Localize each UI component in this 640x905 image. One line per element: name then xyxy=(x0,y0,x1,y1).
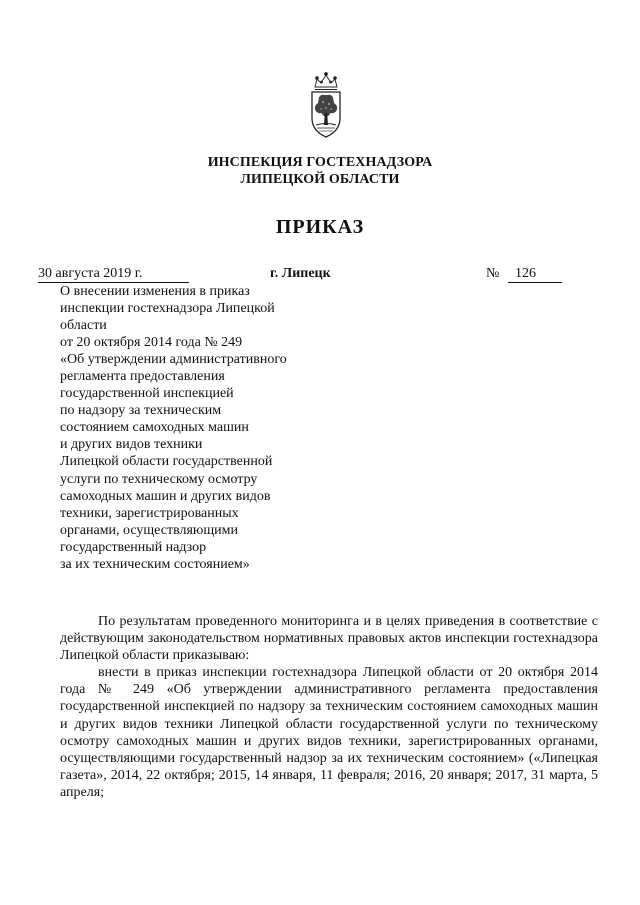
subject-line: и других видов техники xyxy=(60,437,203,453)
subject-line: услуги по техническому осмотру xyxy=(60,471,258,487)
subject-line: самоходных машин и других видов xyxy=(60,488,271,504)
subject-line: состоянием самоходных машин xyxy=(60,420,249,436)
order-number: 126 xyxy=(515,266,536,281)
subject-line: Липецкой области государственной xyxy=(60,454,273,470)
order-city: г. Липецк xyxy=(270,266,331,281)
order-date: 30 августа 2019 г. xyxy=(38,266,143,281)
organization-name-line1: ИНСПЕКЦИЯ ГОСТЕХНАДЗОРА xyxy=(207,155,433,170)
subject-line: регламента предоставления xyxy=(60,369,225,385)
organization-name-line2: ЛИПЕЦКОЙ ОБЛАСТИ xyxy=(240,172,400,187)
number-sign: № xyxy=(486,266,500,281)
number-underline xyxy=(508,282,562,283)
subject-line: инспекции гостехнадзора Липецкой xyxy=(60,301,275,317)
order-body xyxy=(60,613,598,801)
subject-line: техники, зарегистрированных xyxy=(60,505,239,521)
subject-line: О внесении изменения в приказ xyxy=(60,284,250,299)
lipetsk-coat-of-arms-icon xyxy=(303,70,349,140)
subject-line: от 20 октября 2014 года № 249 xyxy=(60,335,243,351)
subject-line: по надзору за техническим xyxy=(60,403,222,419)
document-type-title: ПРИКАЗ xyxy=(275,216,365,238)
subject-line: органами, осуществляющими xyxy=(60,522,239,538)
subject-line: государственной инспекцией xyxy=(60,386,234,402)
subject-line: «Об утверждении административного xyxy=(60,352,287,368)
subject-line: за их техническим состоянием» xyxy=(60,556,250,572)
subject-line: области xyxy=(60,318,107,334)
order-subject xyxy=(60,283,320,573)
body-paragraph-order: внести в приказ инспекции гостехнадзора Липецкой области от 20 октября 2014 года № 249 «Об утверждении административного регламента предоставления государственной инспекцией по надзору за техническим состоянием самоходных машин и других видов техники Липецкой области государственной услуги по техническому осмотру самоходных машин и других видов техники, зарегистрированных органами, осуществляющими государственный надзор за их техническим состоянием» («Липецкая газета», 2014, 22 октября; 2015, 14 января, 11 февраля; 2016, 20 января; 2017, 31 марта, 5 апреля; xyxy=(60,665,598,800)
subject-line: государственный надзор xyxy=(60,539,207,555)
body-paragraph-preamble: По результатам проведенного мониторинга и в целях приведения в соответствие с действующим законодательством нормативных правовых актов инспекции гостехнадзора Липецкой области приказываю: xyxy=(60,614,598,664)
